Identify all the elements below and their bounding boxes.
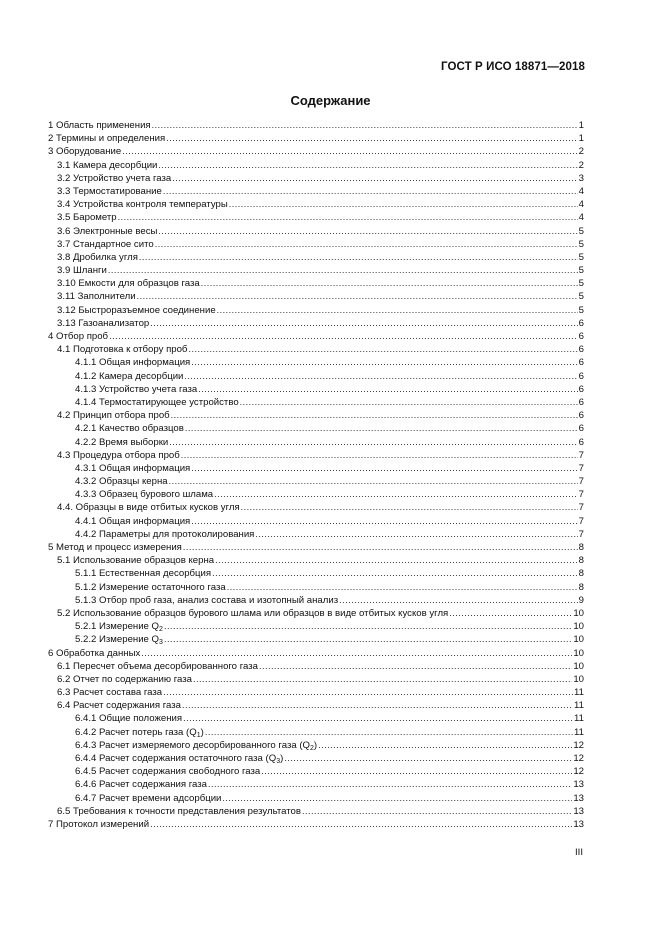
toc-entry-label: 4.1 Подготовка к отбору проб <box>57 344 188 356</box>
toc-entry[interactable] <box>48 515 584 528</box>
toc-entry-page: 6 <box>578 410 584 422</box>
toc-entry[interactable] <box>48 449 584 462</box>
toc-entry[interactable] <box>48 304 584 317</box>
toc-entry[interactable] <box>48 594 584 607</box>
toc-entry-page: 6 <box>578 344 584 356</box>
toc-leader-dots <box>214 488 578 501</box>
toc-entry-page: 7 <box>578 449 584 461</box>
toc-entry-page: 6 <box>578 370 584 382</box>
toc-entry-page: 6 <box>578 383 584 395</box>
toc-entry-page: 5 <box>578 291 584 303</box>
toc-leader-dots <box>122 145 577 158</box>
toc-entry-page: 5 <box>578 251 584 263</box>
toc-entry-label: 3.7 Стандартное сито <box>57 238 154 250</box>
toc-leader-dots <box>169 475 578 488</box>
toc-entry-page: 10 <box>573 621 584 633</box>
toc-entry-label: 6.4.2 Расчет потерь газа $(Q_1)$ <box>75 726 204 739</box>
toc-entry[interactable] <box>48 567 584 580</box>
toc-entry[interactable] <box>48 541 584 554</box>
document-id: ГОСТ Р ИСО 18871—2018 <box>440 61 585 73</box>
toc-entry[interactable] <box>48 370 584 383</box>
toc-entry[interactable] <box>48 356 584 369</box>
toc-entry-label: 3.6 Электронные весы <box>57 225 158 237</box>
toc-leader-dots <box>163 185 578 198</box>
toc-entry[interactable] <box>48 343 584 356</box>
toc-entry-page: 7 <box>578 515 584 527</box>
toc-entry-page: 12 <box>573 753 584 764</box>
toc-leader-dots <box>169 436 577 449</box>
toc-leader-dots <box>108 264 578 277</box>
toc-entry-page: 13 <box>573 779 584 791</box>
toc-entry-label: 5.2 Использование образцов бурового шлама или образцов в виде отбитых кусков угля <box>57 607 449 619</box>
toc-leader-dots <box>205 726 573 739</box>
toc-leader-dots <box>217 304 578 317</box>
table-of-contents <box>48 119 584 831</box>
toc-entry-label: 6.4.6 Расчет содержания газа <box>75 779 208 791</box>
toc-leader-dots <box>212 567 578 580</box>
toc-entry[interactable] <box>48 778 584 791</box>
toc-leader-dots <box>191 462 577 475</box>
toc-entry-page: 13 <box>573 818 584 830</box>
toc-leader-dots <box>184 370 577 383</box>
toc-entry-page: 10 <box>573 607 584 619</box>
toc-entry[interactable] <box>48 436 584 449</box>
toc-entry[interactable] <box>48 726 584 739</box>
toc-entry-page: 4 <box>578 199 584 211</box>
toc-entry-page: 7 <box>578 489 584 501</box>
toc-entry[interactable] <box>48 317 584 330</box>
toc-entry-label: 3.1 Камера десорбции <box>57 159 158 171</box>
toc-entry[interactable] <box>48 805 584 818</box>
toc-entry[interactable] <box>48 818 584 831</box>
toc-entry-page: 5 <box>578 238 584 250</box>
toc-entry[interactable] <box>48 647 584 660</box>
toc-entry-page: 6 <box>578 436 584 448</box>
toc-entry[interactable] <box>48 475 584 488</box>
toc-entry-label: 5.1.1 Естественная десорбция <box>75 568 212 580</box>
toc-leader-dots <box>152 119 578 132</box>
toc-entry-label: 4.2.2 Время выборки <box>75 436 169 448</box>
toc-entry[interactable] <box>48 422 584 435</box>
toc-entry-page: 6 <box>578 423 584 435</box>
toc-leader-dots <box>229 198 578 211</box>
toc-entry-label: 4.1.1 Общая информация <box>75 357 191 369</box>
toc-leader-dots <box>150 317 577 330</box>
toc-entry-page: 10 <box>573 660 584 672</box>
toc-entry-page: 8 <box>578 555 584 567</box>
toc-leader-dots <box>185 422 578 435</box>
toc-leader-dots <box>318 739 572 752</box>
toc-leader-dots <box>137 290 578 303</box>
toc-entry[interactable] <box>48 752 584 765</box>
toc-entry-page: 4 <box>578 185 584 197</box>
toc-leader-dots <box>193 673 572 686</box>
toc-entry-label: 3.13 Газоанализатор <box>57 317 150 329</box>
toc-entry-label: 5.1.3 Отбор проб газа, анализ состава и изотопный анализ <box>75 594 339 606</box>
toc-entry-page: 1 <box>578 120 584 131</box>
toc-leader-dots <box>181 449 578 462</box>
toc-leader-dots <box>259 660 572 673</box>
toc-entry-page: 7 <box>578 528 584 540</box>
toc-entry-label: 6.5 Требования к точности представления результатов <box>57 805 301 817</box>
toc-entry[interactable] <box>48 739 584 752</box>
toc-leader-dots <box>172 172 577 185</box>
toc-entry-label: 4.1.3 Устройство учета газа <box>75 383 198 395</box>
toc-entry-label: 5.2.1 Измерение $Q_2$ <box>75 621 163 634</box>
toc-leader-dots <box>188 343 577 356</box>
toc-entry-label: 6.2 Отчет по содержанию газа <box>57 673 192 685</box>
toc-leader-dots <box>182 699 573 712</box>
toc-entry-page: 12 <box>573 766 584 778</box>
toc-entry[interactable] <box>48 330 584 343</box>
toc-entry[interactable] <box>48 765 584 778</box>
toc-entry[interactable] <box>48 290 584 303</box>
toc-leader-dots <box>449 607 572 620</box>
toc-leader-dots <box>215 554 578 567</box>
toc-entry-label: 5 Метод и процесс измерения <box>48 542 182 553</box>
toc-entry-page: 3 <box>578 172 584 184</box>
toc-entry-label: 7 Протокол измерений <box>48 818 150 830</box>
toc-entry[interactable] <box>48 462 584 475</box>
toc-entry[interactable] <box>48 633 584 646</box>
toc-entry-page: 10 <box>573 634 584 646</box>
toc-leader-dots <box>183 541 578 554</box>
toc-leader-dots <box>183 712 573 725</box>
toc-entry-label: 3.10 Емкости для образцов газа <box>57 278 200 290</box>
toc-leader-dots <box>198 383 577 396</box>
toc-entry-label: 3.5 Барометр <box>57 212 117 224</box>
toc-entry-label: 6.1 Пересчет объема десорбированного газа <box>57 660 258 672</box>
toc-leader-dots <box>139 251 578 264</box>
toc-entry[interactable] <box>48 712 584 725</box>
toc-entry-label: 2 Термины и определения <box>48 133 166 145</box>
toc-entry-label: 3.12 Быстроразъемное соединение <box>57 304 216 316</box>
toc-entry-label: 4.1.2 Камера десорбции <box>75 370 184 382</box>
toc-entry[interactable] <box>48 396 584 409</box>
toc-leader-dots <box>241 501 578 514</box>
toc-entry-label: 3.9 Шланги <box>57 265 107 277</box>
toc-entry[interactable] <box>48 581 584 594</box>
toc-leader-dots <box>240 396 578 409</box>
toc-leader-dots <box>201 277 578 290</box>
toc-entry-label: 6.4.7 Расчет времени адсорбции <box>75 792 222 804</box>
toc-entry-page: 5 <box>578 304 584 316</box>
toc-entry-label: 5.1.2 Измерение остаточного газа <box>75 581 226 593</box>
toc-entry-suffix: ) <box>200 726 204 738</box>
toc-entry-label: 6 Обработка данных <box>48 647 141 659</box>
toc-entry-page: 7 <box>578 502 584 514</box>
toc-entry-page: 6 <box>578 396 584 408</box>
toc-entry-page: 8 <box>578 568 584 580</box>
toc-entry[interactable] <box>48 119 584 132</box>
page-number: III <box>575 847 583 858</box>
toc-entry-label: 3.4 Устройства контроля температуры <box>57 199 228 211</box>
toc-entry-label: 6.4 Расчет содержания газа <box>57 700 182 712</box>
toc-entry-label: 3.11 Заполнители <box>57 291 136 303</box>
toc-entry-label: 4.1.4 Термостатирующее устройство <box>75 396 239 408</box>
toc-entry[interactable] <box>48 172 584 185</box>
toc-entry[interactable] <box>48 686 584 699</box>
page-title: Содержание <box>290 93 371 108</box>
toc-entry-page: 2 <box>578 146 584 158</box>
toc-entry-subscript: 3 <box>159 639 163 647</box>
toc-entry-label: 3.2 Устройство учета газа <box>57 172 172 184</box>
toc-leader-dots <box>208 778 572 791</box>
toc-entry-subscript: 3 <box>276 758 281 765</box>
toc-entry[interactable] <box>48 159 584 172</box>
toc-entry-label: 3 Оборудование <box>48 146 122 158</box>
toc-entry-suffix: ) <box>313 739 318 751</box>
toc-entry-page: 5 <box>578 225 584 237</box>
toc-entry[interactable] <box>48 488 584 501</box>
toc-entry-page: 13 <box>573 792 584 804</box>
toc-entry-label: 1 Область применения <box>48 120 151 131</box>
toc-entry-page: 5 <box>578 265 584 277</box>
toc-entry-label: 4.4. Образцы в виде отбитых кусков угля <box>57 502 240 514</box>
toc-leader-dots <box>141 647 572 660</box>
toc-leader-dots <box>171 409 578 422</box>
toc-entry[interactable] <box>48 198 584 211</box>
toc-leader-dots <box>118 211 578 224</box>
toc-entry-label: 6.4.1 Общие положения <box>75 713 183 725</box>
toc-leader-dots <box>191 356 577 369</box>
toc-entry[interactable] <box>48 251 584 264</box>
toc-entry[interactable] <box>48 501 584 514</box>
toc-leader-dots <box>302 805 572 818</box>
toc-leader-dots <box>255 528 577 541</box>
toc-entry-page: 11 <box>574 700 584 712</box>
toc-entry-page: 8 <box>578 581 584 593</box>
toc-entry-label: 3.8 Дробилка угля <box>57 251 138 263</box>
toc-entry-page: 12 <box>573 739 584 751</box>
toc-entry-label: 6.4.4 Расчет содержания остаточного газа $(Q_3)$ <box>75 753 284 765</box>
toc-entry[interactable] <box>48 225 584 238</box>
toc-entry-page: 11 <box>574 687 584 699</box>
toc-leader-dots <box>261 765 572 778</box>
toc-entry-subscript: 2 <box>310 744 314 752</box>
toc-leader-dots <box>109 330 578 343</box>
toc-entry[interactable] <box>48 699 584 712</box>
toc-entry-label: 5.2.2 Измерение $Q_3$ <box>75 634 163 647</box>
toc-leader-dots <box>164 620 572 633</box>
toc-entry-page: 2 <box>578 159 584 171</box>
toc-entry[interactable] <box>48 238 584 251</box>
toc-entry[interactable] <box>48 528 584 541</box>
toc-entry[interactable] <box>48 792 584 805</box>
toc-entry[interactable] <box>48 607 584 620</box>
toc-entry-label: 6.4.5 Расчет содержания свободного газа <box>75 766 261 778</box>
toc-entry[interactable] <box>48 185 584 198</box>
toc-entry-page: 4 <box>578 212 584 224</box>
toc-entry-label: 4.3 Процедура отбора проб <box>57 449 180 461</box>
toc-entry[interactable] <box>48 673 584 686</box>
toc-entry-label: 4.3.3 Образец бурового шлама <box>75 489 214 501</box>
toc-entry[interactable] <box>48 132 584 145</box>
toc-entry[interactable] <box>48 264 584 277</box>
toc-entry-label: 4.2.1 Качество образцов <box>75 423 184 435</box>
toc-entry[interactable] <box>48 211 584 224</box>
toc-entry-label: 5.1 Использование образцов керна <box>57 555 215 567</box>
toc-entry-page: 7 <box>578 462 584 474</box>
toc-entry-page: 6 <box>578 331 584 342</box>
toc-entry[interactable] <box>48 554 584 567</box>
toc-entry-label: 4 Отбор проб <box>48 331 109 342</box>
toc-entry-page: 13 <box>573 805 584 817</box>
toc-entry-page: 8 <box>578 542 584 553</box>
toc-entry[interactable] <box>48 383 584 396</box>
toc-entry-subscript: 1 <box>196 731 201 739</box>
toc-leader-dots <box>166 132 577 145</box>
toc-entry-page: 10 <box>573 673 584 685</box>
toc-leader-dots <box>158 159 577 172</box>
toc-leader-dots <box>284 752 572 765</box>
toc-leader-dots <box>227 581 578 594</box>
toc-entry-subscript: 2 <box>159 626 163 634</box>
toc-entry-label: 6.3 Расчет состава газа <box>57 687 163 699</box>
toc-entry[interactable] <box>48 660 584 673</box>
toc-leader-dots <box>339 594 578 607</box>
toc-entry-page: 1 <box>578 133 584 145</box>
toc-entry-page: 6 <box>578 317 584 329</box>
toc-entry-label: 6.4.3 Расчет измеряемого десорбированного газа $(Q_2)$ <box>75 739 318 752</box>
toc-entry-label: 4.3.2 Образцы керна <box>75 476 168 488</box>
toc-entry-label: 4.4.1 Общая информация <box>75 515 191 527</box>
toc-entry-page: 5 <box>578 278 584 290</box>
toc-entry[interactable] <box>48 409 584 422</box>
toc-entry-label: 3.3 Термостатирование <box>57 185 162 197</box>
toc-entry-page: 11 <box>574 713 584 725</box>
toc-entry-label: 4.3.1 Общая информация <box>75 462 191 474</box>
toc-leader-dots <box>164 633 572 646</box>
toc-leader-dots <box>191 515 577 528</box>
toc-leader-dots <box>158 225 577 238</box>
toc-entry[interactable] <box>48 145 584 158</box>
toc-entry-page: 7 <box>578 476 584 488</box>
toc-entry[interactable] <box>48 277 584 290</box>
toc-entry-page: 10 <box>573 647 584 659</box>
toc-leader-dots <box>155 238 578 251</box>
toc-entry-suffix: ) <box>280 753 284 764</box>
toc-entry-label: 4.2 Принцип отбора проб <box>57 410 170 422</box>
toc-entry-page: 9 <box>578 594 584 606</box>
toc-entry-page: 6 <box>578 357 584 369</box>
toc-leader-dots <box>163 686 573 699</box>
toc-leader-dots <box>222 792 572 805</box>
toc-leader-dots <box>150 818 572 831</box>
toc-entry[interactable] <box>48 620 584 633</box>
toc-entry-label: 4.4.2 Параметры для протоколирования <box>75 528 255 540</box>
toc-entry-page: 11 <box>574 726 584 738</box>
